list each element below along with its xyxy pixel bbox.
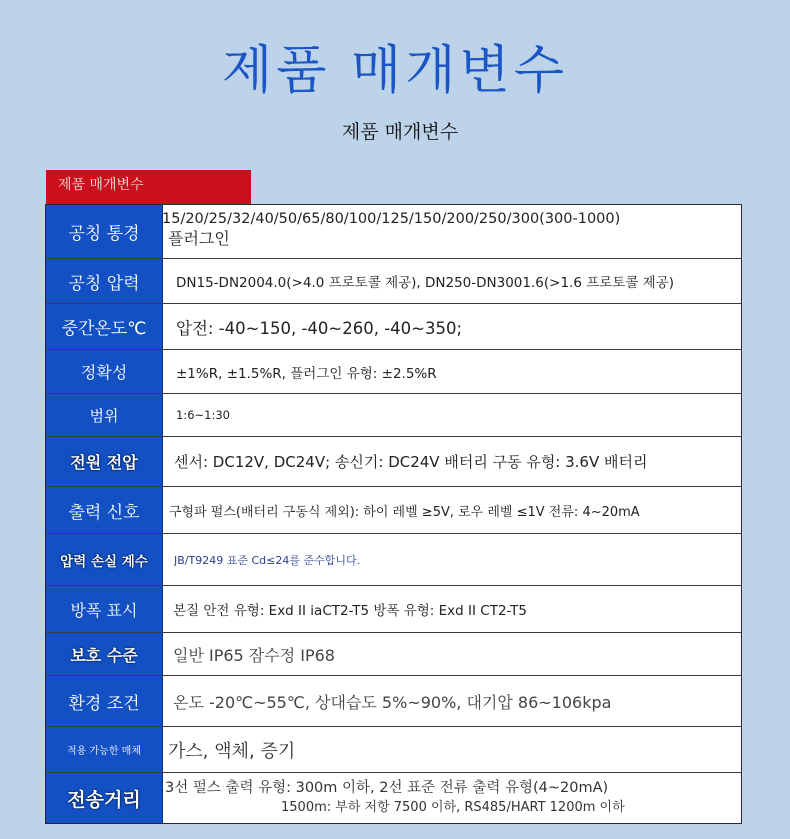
row-label: 전원 전압 (46, 437, 163, 486)
row-label: 보호 수준 (46, 633, 163, 675)
table-row (46, 633, 741, 676)
row-value: 본질 안전 유형: Exd II iaCT2-T5 방폭 유형: Exd II CT2-T5 (173, 603, 528, 619)
row-label: 정확성 (46, 350, 163, 393)
table-row (46, 727, 741, 773)
row-label: 압력 손실 계수 (46, 534, 163, 585)
row-label: 전송거리 (46, 773, 163, 823)
row-value (162, 205, 737, 258)
row-value: DN15-DN2004.0(>4.0 프로토콜 제공), DN250-DN3001.6(>1.6 프로토콜 제공) (176, 275, 675, 291)
table-row (46, 676, 741, 727)
row-label: 출력 신호 (46, 487, 163, 533)
row-label: 적용 가능한 매체 (46, 727, 163, 772)
table-row (46, 437, 741, 487)
row-label: 방폭 표시 (46, 586, 163, 632)
table-row (46, 259, 741, 304)
section-tag: 제품 매개변수 (46, 170, 251, 205)
table-row (46, 394, 741, 437)
value-line: 15/20/25/32/40/50/65/80/100/125/150/200/250/300(300-1000) (162, 211, 621, 227)
row-value: 압전: -40~150, -40~260, -40~350; (176, 318, 463, 338)
row-value: 구형파 펄스(배터리 구동식 제외): 하이 레벨 ≥5V, 로우 레벨 ≤1V 전류: 4~20mA (169, 504, 640, 520)
table-row (46, 487, 741, 534)
table-row (46, 534, 741, 586)
row-label: 공칭 통경 (46, 205, 163, 258)
row-value: ±1%R, ±1.5%R, 플러그인 유형: ±2.5%R (176, 365, 437, 382)
table-row (46, 350, 741, 394)
page-title: 제품 매개변수 (222, 41, 568, 101)
row-label: 중간온도℃ (46, 304, 163, 349)
row-value: 1:6~1:30 (176, 408, 230, 422)
row-value: JB/T9249 표준 Cd≤24를 준수합니다. (174, 553, 361, 567)
value-line: 플러그인 (168, 229, 230, 248)
row-value: 가스, 액체, 증기 (168, 740, 296, 762)
value-line: 3선 펄스 출력 유형: 300m 이하, 2선 표준 전류 출력 유형(4~20mA) (165, 780, 609, 796)
row-label: 환경 조건 (46, 676, 163, 726)
row-label: 공칭 압력 (46, 259, 163, 303)
parameter-table (45, 204, 742, 824)
table-row (46, 205, 741, 259)
row-label: 범위 (46, 394, 163, 436)
value-line: 1500m: 부하 저항 7500 이하, RS485/HART 1200m 이하 (281, 800, 625, 815)
table-row (46, 586, 741, 633)
row-value: 일반 IP65 잠수정 IP68 (173, 645, 335, 665)
row-value: 온도 -20℃~55℃, 상대습도 5%~90%, 대기압 86~106kpa (173, 692, 612, 712)
row-value: 센서: DC12V, DC24V; 송신기: DC24V 배터리 구동 유형: 3.6V 배터리 (174, 453, 648, 471)
table-row (46, 773, 741, 823)
row-value (165, 773, 737, 823)
table-row (46, 304, 741, 350)
page-subtitle: 제품 매개변수 (341, 121, 459, 143)
